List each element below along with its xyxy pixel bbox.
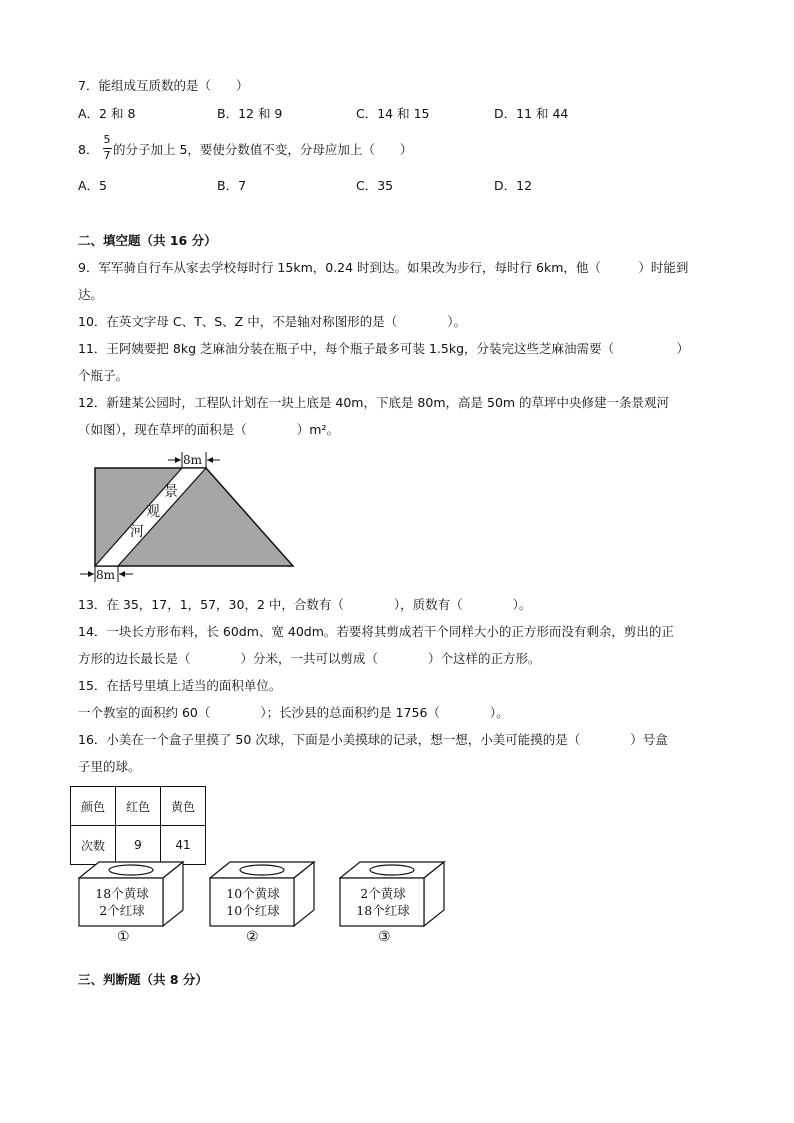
- top-arrowhead-right: [207, 457, 213, 463]
- q15-line1: 15．在括号里填上适当的面积单位。: [78, 678, 282, 693]
- q8-option-c: C．35: [356, 178, 394, 193]
- q14-line1: 14．一块长方形布料，长 60dm、宽 40dm。若要将其剪成若干个同样大小的正方形而没有剩余，剪出的正: [78, 624, 674, 639]
- box-opening: [370, 865, 414, 875]
- q12-line2: （如图），现在草坪的面积是（ ）m²。: [78, 422, 339, 437]
- box-opening: [109, 865, 153, 875]
- q16-record-table: [70, 786, 206, 865]
- box3-line2: 18个红球: [356, 903, 410, 918]
- q8-option-a: A．5: [78, 178, 108, 193]
- box2-line1: 10个黄球: [226, 886, 280, 901]
- q9-line1: 9．军军骑自行车从家去学校每时行 15km，0.24 时到达。如果改为步行，每时行 6km，他（ ）时能到: [78, 260, 689, 275]
- q8-option-b: B．7: [217, 178, 247, 193]
- top-arrowhead-left: [175, 457, 181, 463]
- q7-option-d: D．11 和 44: [494, 106, 569, 121]
- q7-option-a: A．2 和 8: [78, 106, 136, 121]
- bottom-width-label: 8m: [96, 568, 116, 582]
- q7-option-c: C．14 和 15: [356, 106, 430, 121]
- top-width-label: 8m: [183, 453, 203, 467]
- q12-lawn-figure: [78, 448, 300, 584]
- box3-number: ③: [378, 929, 391, 945]
- table-header-red: 红色: [116, 787, 161, 826]
- q13-line1: 13．在 35，17，1，57，30，2 中，合数有（ ），质数有（ ）。: [78, 597, 532, 612]
- bottom-arrowhead-left: [88, 571, 94, 577]
- q11-line2: 个瓶子。: [78, 368, 129, 383]
- q7-option-b: B．12 和 9: [217, 106, 283, 121]
- box-opening: [240, 865, 284, 875]
- q8-option-d: D．12: [494, 178, 533, 193]
- q10-line1: 10．在英文字母 C、T、S、Z 中，不是轴对称图形的是（ ）。: [78, 314, 466, 329]
- table-header-color: 颜色: [71, 787, 116, 826]
- bottom-arrowhead-right: [119, 571, 125, 577]
- q12-line1: 12．新建某公园时，工程队计划在一块上底是 40m，下底是 80m，高是 50m 的草坪中央修建一条景观河: [78, 395, 670, 410]
- section-title-true-false: 三、判断题（共 8 分）: [78, 972, 208, 987]
- river-char-jing: 景: [164, 484, 178, 500]
- q15-line2: 一个教室的面积约 60（ ）；长沙县的总面积约是 1756（ ）。: [78, 705, 509, 720]
- table-row: [71, 787, 206, 826]
- q11-line1: 11．王阿姨要把 8kg 芝麻油分装在瓶子中，每个瓶子最多可装 1.5kg，分装完这些芝麻油需要（ ）: [78, 341, 690, 356]
- q8-stem: 的分子加上 5，要使分数值不变，分母应加上（ ）: [113, 142, 413, 157]
- box1-line2: 2个红球: [99, 903, 145, 918]
- box1-number: ①: [117, 929, 130, 945]
- q8-prefix: 8．: [78, 142, 99, 157]
- q16-line1: 16．小美在一个盒子里摸了 50 次球，下面是小美摸球的记录，想一想，小美可能摸的是（ ）号盒: [78, 732, 668, 747]
- table-cell-count-label: 次数: [71, 826, 116, 865]
- box3-line1: 2个黄球: [360, 886, 406, 901]
- q16-line2: 子里的球。: [78, 759, 141, 774]
- q8-fraction-denominator: 7: [103, 149, 111, 162]
- table-row: [71, 826, 206, 865]
- box1-line1: 18个黄球: [95, 886, 149, 901]
- table-cell-red-count: 9: [116, 826, 161, 865]
- q9-line2: 达。: [78, 287, 104, 302]
- table-header-yellow: 黄色: [161, 787, 206, 826]
- q7-stem: 7．能组成互质数的是（ ）: [78, 78, 249, 93]
- table-cell-yellow-count: 41: [161, 826, 206, 865]
- q8-fraction-numerator: 5: [103, 133, 111, 146]
- section-title-fill-in: 二、填空题（共 16 分）: [78, 233, 217, 248]
- river-char-he: 河: [130, 524, 144, 540]
- box2-number: ②: [246, 929, 259, 945]
- q14-line2: 方形的边长最长是（ ）分米，一共可以剪成（ ）个这样的正方形。: [78, 651, 541, 666]
- river-char-guan: 观: [146, 504, 160, 520]
- box2-line2: 10个红球: [226, 903, 280, 918]
